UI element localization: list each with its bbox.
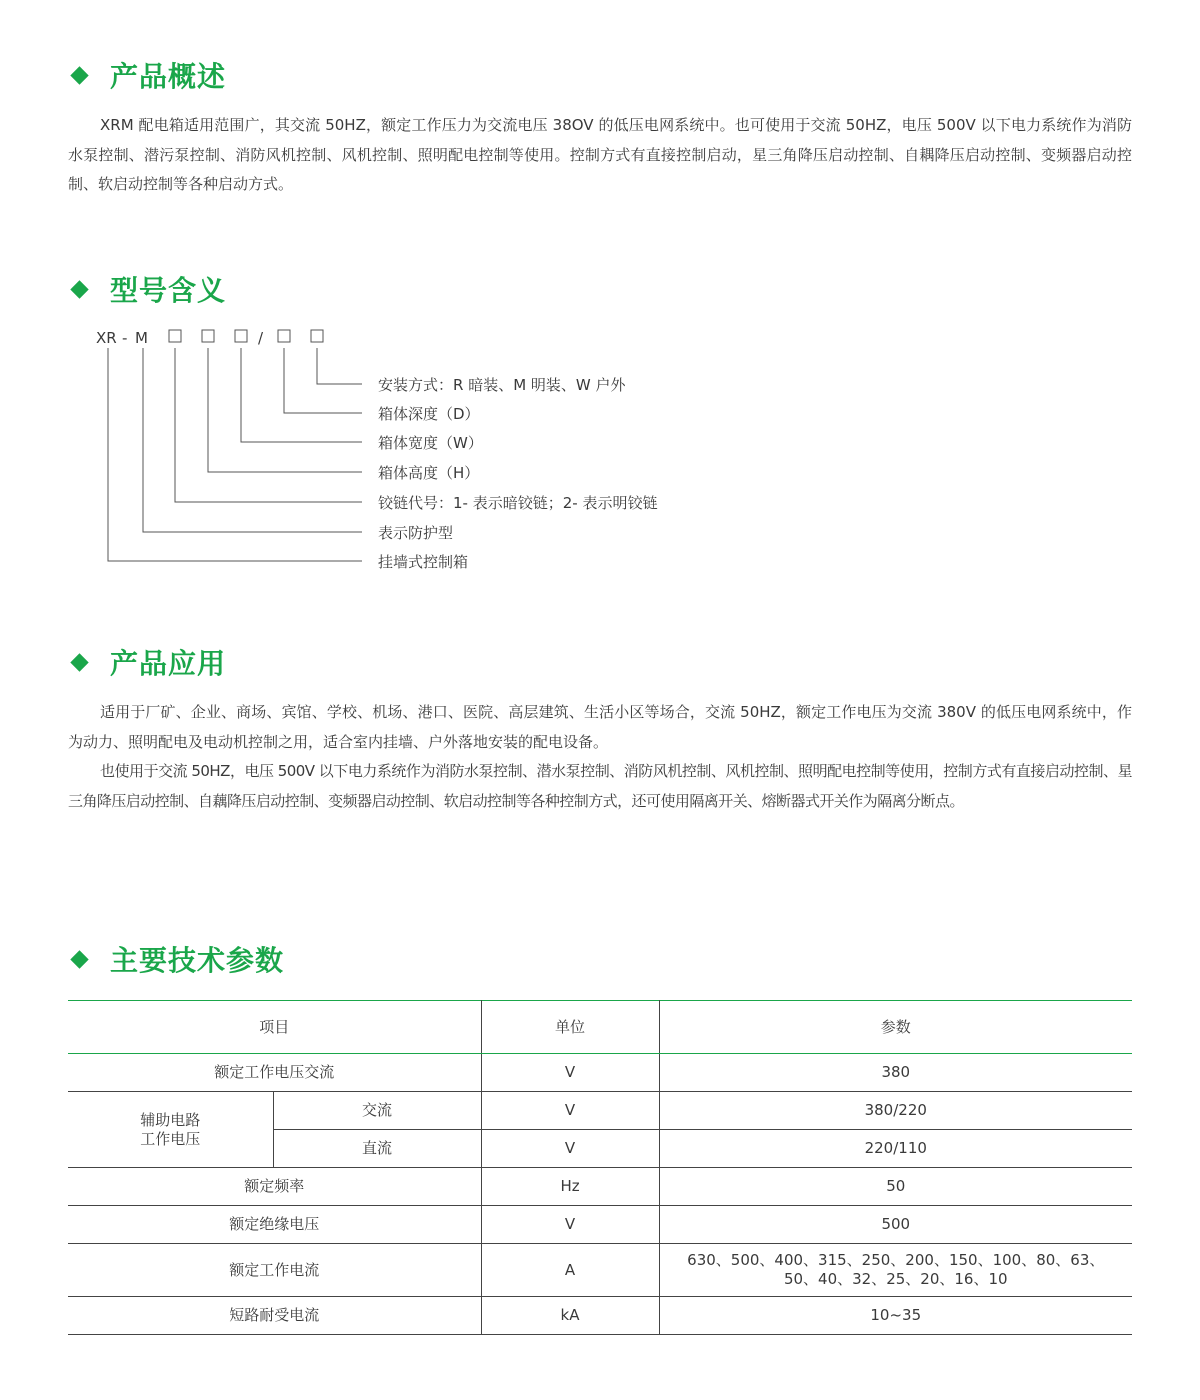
leader-line xyxy=(208,348,362,472)
cell-unit: kA xyxy=(481,1297,659,1335)
cell-unit: A xyxy=(481,1244,659,1297)
code-placeholder-box xyxy=(311,330,323,342)
code-placeholder-box xyxy=(202,330,214,342)
code-placeholder-box xyxy=(169,330,181,342)
model-code-dash: - xyxy=(122,329,128,347)
section-title: 产品应用 xyxy=(110,647,227,680)
table-row xyxy=(68,1054,1132,1092)
cell-value xyxy=(659,1244,1132,1297)
section-title: 主要技术参数 xyxy=(110,944,285,977)
leader-line xyxy=(317,348,362,384)
leader-line xyxy=(241,348,362,442)
diamond-bullet-icon xyxy=(70,950,88,968)
table-row xyxy=(68,1206,1132,1244)
model-code-prefix: XR xyxy=(96,329,117,347)
header-unit: 单位 xyxy=(481,1001,659,1054)
diamond-bullet-icon xyxy=(70,653,88,671)
cell-group xyxy=(68,1092,273,1168)
model-code-diagram xyxy=(0,0,1200,600)
cell-unit: V xyxy=(481,1206,659,1244)
cell-sub: 直流 xyxy=(273,1130,481,1168)
cell-item: 额定工作电流 xyxy=(68,1244,481,1297)
table-row xyxy=(68,1092,1132,1130)
cell-item: 短路耐受电流 xyxy=(68,1297,481,1335)
header-item: 项目 xyxy=(68,1001,481,1054)
cell-unit: V xyxy=(481,1130,659,1168)
cell-value: 500 xyxy=(659,1206,1132,1244)
application-paragraph-1: 适用于厂矿、企业、商场、宾馆、学校、机场、港口、医院、高层建筑、生活小区等场合，交流 50HZ，额定工作电压为交流 380V 的低压电网系统中，作为动力、照明配电及电动机控制之用，适合室内挂墙、户外落地安装的配电设备。 xyxy=(68,703,1132,751)
model-label-depth: 箱体深度（D） xyxy=(378,405,480,423)
group-label-line: 辅助电路 xyxy=(140,1110,201,1129)
cell-item: 额定绝缘电压 xyxy=(68,1206,481,1244)
application-paragraph-2: 也使用于交流 50HZ，电压 500V 以下电力系统作为消防水泵控制、潜水泵控制、消防风机控制、风机控制、照明配电控制等使用，控制方式有直接启动控制、星三角降压启动控制、自藕降压启动控制、变频器启动控制、软启动控制等各种控制方式，还可使用隔离开关、熔断器式开关作为隔离分断点。 xyxy=(68,762,1132,810)
cell-value: 10~35 xyxy=(659,1297,1132,1335)
model-label-height: 箱体高度（H） xyxy=(378,464,480,482)
cell-item: 额定频率 xyxy=(68,1168,481,1206)
table-row xyxy=(68,1244,1132,1297)
leader-line xyxy=(284,348,362,413)
leader-line xyxy=(175,348,362,502)
cell-unit: V xyxy=(481,1054,659,1092)
model-code-slash: / xyxy=(258,329,264,347)
cell-value: 380/220 xyxy=(659,1092,1132,1130)
overview-paragraph: XRM 配电箱适用范围广，其交流 50HZ，额定工作压力为交流电压 38OV 的低压电网系统中。也可使用于交流 50HZ，电压 500V 以下电力系统作为消防水泵控制、潜污泵控制、消防风机控制、风机控制、照明配电控制等使用。控制方式有直接控制启动，星三角降压启动控制、自耦降压启动控制、变频器启动控制、软启动控制等各种启动方式。 xyxy=(68,116,1132,193)
cell-item: 额定工作电压交流 xyxy=(68,1054,481,1092)
table-row xyxy=(68,1168,1132,1206)
cell-value: 380 xyxy=(659,1054,1132,1092)
cell-unit: Hz xyxy=(481,1168,659,1206)
table-row xyxy=(68,1297,1132,1335)
value-line: 50、40、32、25、20、16、10 xyxy=(783,1270,1008,1288)
model-label-hinge: 铰链代号：1- 表示暗铰链；2- 表示明铰链 xyxy=(378,494,658,512)
leader-line xyxy=(108,348,362,561)
model-label-width: 箱体宽度（W） xyxy=(378,434,483,452)
model-label-protection: 表示防护型 xyxy=(378,524,454,542)
spec-table xyxy=(68,1000,1132,1335)
model-code-m: M xyxy=(135,329,148,347)
section-title: 产品概述 xyxy=(110,60,227,93)
code-placeholder-box xyxy=(235,330,247,342)
cell-unit: V xyxy=(481,1092,659,1130)
code-placeholder-box xyxy=(278,330,290,342)
group-label-line: 工作电压 xyxy=(140,1129,201,1148)
model-label-install: 安装方式：R 暗装、M 明装、W 户外 xyxy=(378,376,626,394)
header-value: 参数 xyxy=(659,1001,1132,1054)
value-line: 630、500、400、315、250、200、150、100、80、63、 xyxy=(687,1251,1105,1269)
cell-sub: 交流 xyxy=(273,1092,481,1130)
table-header-row xyxy=(68,1001,1132,1054)
leader-line xyxy=(143,348,362,532)
cell-value: 220/110 xyxy=(659,1130,1132,1168)
section-title: 型号含义 xyxy=(110,274,227,307)
section-heading-specs xyxy=(70,939,284,979)
model-label-wallmount: 挂墙式控制箱 xyxy=(378,553,469,571)
cell-value: 50 xyxy=(659,1168,1132,1206)
section-heading-application xyxy=(70,642,226,682)
